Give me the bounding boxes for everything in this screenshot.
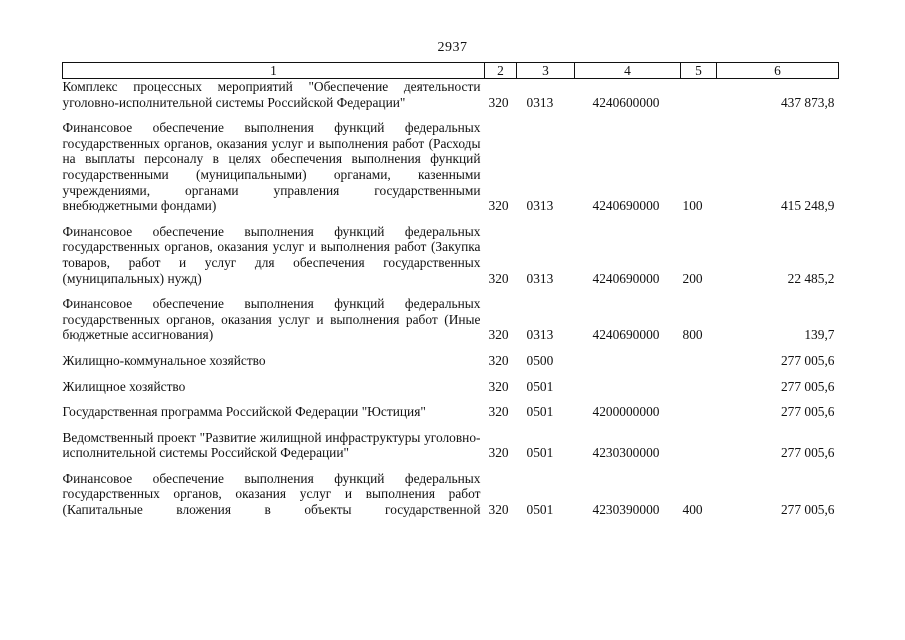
row-spacer (63, 394, 839, 404)
row-amount: 277 005,6 (780, 352, 835, 368)
row-ministry-code: 320 (488, 94, 509, 110)
table-row (63, 79, 839, 111)
row-expense-type (681, 379, 717, 395)
row-target-code (575, 379, 681, 395)
header-col-2: 2 (485, 63, 517, 79)
row-target-code: 4240600000 (592, 94, 660, 110)
row-section-code: 0313 (526, 270, 554, 286)
row-amount: 277 005,6 (780, 378, 835, 394)
row-name: Жилищно-коммунальное хозяйство (62, 352, 266, 368)
row-expense-type (681, 353, 717, 369)
row-target-code (575, 353, 681, 369)
row-amount: 277 005,6 (780, 404, 835, 420)
row-section-code: 0500 (526, 352, 554, 368)
row-name: Жилищное хозяйство (62, 378, 186, 394)
row-ministry-code: 320 (488, 445, 509, 461)
row-target-code: 4200000000 (592, 404, 660, 420)
header-col-5: 5 (681, 63, 717, 79)
row-expense-type: 200 (682, 270, 703, 286)
row-amount: 437 873,8 (780, 94, 835, 110)
row-expense-type (681, 430, 717, 461)
row-expense-type: 400 (682, 502, 703, 518)
row-expense-type (681, 404, 717, 420)
row-amount: 277 005,6 (780, 445, 835, 461)
row-name: Комплекс процессных мероприятий "Обеспечение деятельности уголовно-исполнительной системы Российской Федерации" (62, 79, 481, 110)
row-spacer (63, 286, 839, 296)
header-col-6: 6 (717, 63, 839, 79)
header-row (63, 63, 839, 79)
row-amount: 415 248,9 (780, 198, 835, 214)
row-spacer (63, 110, 839, 120)
table-row (63, 379, 839, 395)
table-row (63, 353, 839, 369)
row-section-code: 0501 (526, 378, 554, 394)
row-ministry-code: 320 (488, 378, 509, 394)
row-amount: 277 005,6 (780, 502, 835, 518)
row-amount: 139,7 (804, 327, 835, 343)
row-expense-type: 800 (682, 327, 703, 343)
row-spacer (63, 420, 839, 430)
row-section-code: 0501 (526, 404, 554, 420)
row-section-code: 0501 (526, 445, 554, 461)
table-body (63, 79, 839, 518)
row-name: Финансовое обеспечение выполнения функций федеральных государственных органов, оказания услуг и выполнения работ (Расходы на выплаты персоналу в целях обеспечения выполнения функций государственными (муниципальными) органами, казенными учреждениями, органами управления государственными внебюджетными фондами) (62, 120, 481, 214)
table-row (63, 404, 839, 420)
row-amount: 22 485,2 (787, 270, 835, 286)
row-name: Финансовое обеспечение выполнения функций федеральных государственных органов, оказания услуг и выполнения работ (Закупка товаров, работ и услуг для обеспечения государственных (муниципальных) нужд) (62, 223, 481, 286)
page-number: 2937 (437, 40, 468, 55)
table-row (63, 224, 839, 286)
row-section-code: 0501 (526, 502, 554, 518)
header-col-1: 1 (63, 63, 485, 79)
budget-table (62, 62, 839, 518)
row-ministry-code: 320 (488, 270, 509, 286)
row-section-code: 0313 (526, 327, 554, 343)
header-col-4: 4 (575, 63, 681, 79)
row-name: Финансовое обеспечение выполнения функций федеральных государственных органов, оказания услуг и выполнения работ (Иные бюджетные ассигнования) (62, 296, 481, 343)
row-ministry-code: 320 (488, 327, 509, 343)
table-row (63, 430, 839, 461)
row-spacer (63, 214, 839, 224)
table-row (63, 296, 839, 343)
row-name: Ведомственный проект "Развитие жилищной инфраструктуры уголовно-исполнительной системы Российской Федерации" (62, 429, 481, 461)
row-section-code: 0313 (526, 198, 554, 214)
row-name: Государственная программа Российской Федерации "Юстиция" (62, 404, 426, 420)
row-target-code: 4240690000 (592, 327, 660, 343)
row-expense-type: 100 (682, 198, 703, 214)
row-ministry-code: 320 (488, 352, 509, 368)
table-row (63, 120, 839, 214)
header-col-3: 3 (517, 63, 575, 79)
row-target-code: 4230300000 (592, 445, 660, 461)
row-ministry-code: 320 (488, 502, 509, 518)
row-section-code: 0313 (526, 94, 554, 110)
row-target-code: 4240690000 (592, 198, 660, 214)
row-name: Финансовое обеспечение выполнения функций федеральных государственных органов, оказания услуг и выполнения работ (Капитальные вложения в объекты государственной (62, 470, 481, 518)
table-row (63, 471, 839, 518)
row-expense-type (681, 79, 717, 111)
table-header (63, 63, 839, 79)
row-spacer (63, 369, 839, 379)
row-ministry-code: 320 (488, 404, 509, 420)
row-target-code: 4240690000 (592, 270, 660, 286)
row-ministry-code: 320 (488, 198, 509, 214)
row-spacer (63, 461, 839, 471)
row-spacer (63, 343, 839, 353)
row-target-code: 4230390000 (592, 502, 660, 518)
